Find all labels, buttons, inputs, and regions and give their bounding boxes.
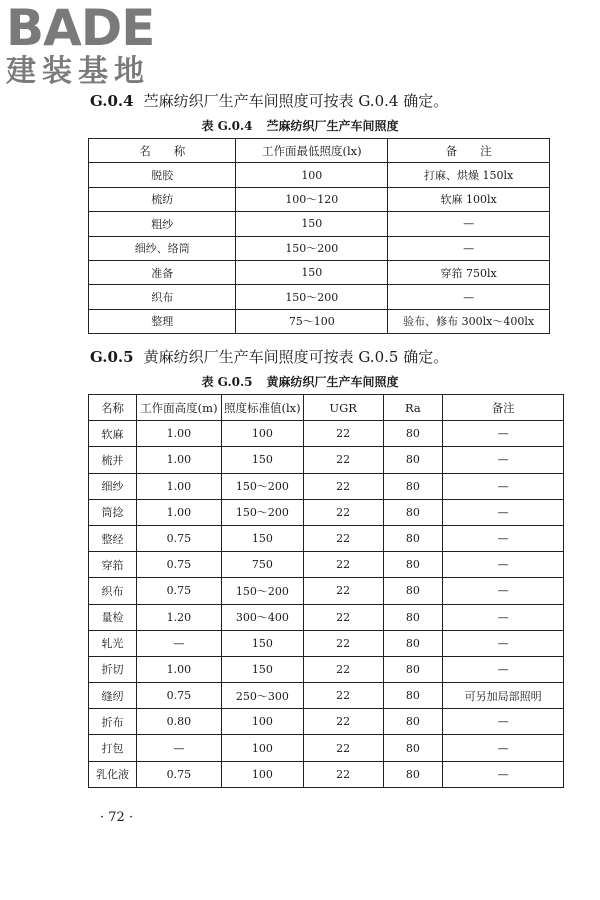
table-cell: 100 <box>221 761 303 787</box>
table-cell: 80 <box>383 552 443 578</box>
table-cell: 150 <box>236 212 388 236</box>
table-cell: 1.00 <box>136 447 221 473</box>
table-cell: 软麻 <box>89 421 137 447</box>
table-cell: 22 <box>303 499 383 525</box>
table-cell: 80 <box>383 578 443 604</box>
table-cell: 可另加局部照明 <box>443 683 564 709</box>
caption-title: 黄麻纺织厂生产车间照度 <box>266 375 399 389</box>
table-cell: 150 <box>236 260 388 284</box>
table-cell: 80 <box>383 421 443 447</box>
table-cell: 300～400 <box>221 604 303 630</box>
table-row <box>89 525 564 551</box>
table-cell: 22 <box>303 656 383 682</box>
table-cell: 22 <box>303 578 383 604</box>
table-cell: 脱胶 <box>89 163 236 187</box>
table-cell: 22 <box>303 552 383 578</box>
table-cell: 150～200 <box>221 499 303 525</box>
table-cell: 100 <box>236 163 388 187</box>
table-row <box>89 473 564 499</box>
table-cell: 100 <box>221 709 303 735</box>
table-row <box>89 578 564 604</box>
table-cell: 75～100 <box>236 309 388 333</box>
table-cell: 软麻 100lx <box>388 187 550 211</box>
table-row <box>89 260 550 284</box>
table-row <box>89 421 564 447</box>
table-cell: — <box>443 709 564 735</box>
table-row <box>89 630 564 656</box>
table-cell: 80 <box>383 630 443 656</box>
table-cell: 织布 <box>89 285 236 309</box>
table-cell: 750 <box>221 552 303 578</box>
table-cell: — <box>443 761 564 787</box>
table-row <box>89 683 564 709</box>
table-cell: 22 <box>303 709 383 735</box>
table-cell: 验布、修布 300lx～400lx <box>388 309 550 333</box>
table-cell: 筒捻 <box>89 499 137 525</box>
table-cell: 80 <box>383 656 443 682</box>
table-cell: 缝纫 <box>89 683 137 709</box>
table-cell: 100 <box>221 421 303 447</box>
table-cell: 22 <box>303 630 383 656</box>
table-header-row <box>89 395 564 421</box>
caption-number: 表 G.0.4 <box>201 119 253 133</box>
table-cell: — <box>136 630 221 656</box>
header-cell: 照度标准值(lx) <box>221 395 303 421</box>
header-cell: 名称 <box>89 395 137 421</box>
table-row <box>89 735 564 761</box>
table-cell: — <box>388 285 550 309</box>
clause-g05 <box>90 346 448 367</box>
table-cell: — <box>443 604 564 630</box>
table-cell: — <box>443 578 564 604</box>
table-cell: 80 <box>383 525 443 551</box>
table-cell: — <box>136 735 221 761</box>
table-cell: — <box>388 212 550 236</box>
table-cell: 100～120 <box>236 187 388 211</box>
table-cell: 22 <box>303 604 383 630</box>
table-cell: 量检 <box>89 604 137 630</box>
table-cell: — <box>443 447 564 473</box>
header-cell: Ra <box>383 395 443 421</box>
table-cell: 折布 <box>89 709 137 735</box>
table-cell: 穿筘 <box>89 552 137 578</box>
table-cell: 150～200 <box>221 473 303 499</box>
table-row <box>89 447 564 473</box>
table-row <box>89 709 564 735</box>
table-row <box>89 285 550 309</box>
table-cell: 0.80 <box>136 709 221 735</box>
clause-g04 <box>90 90 448 111</box>
table-cell: 22 <box>303 421 383 447</box>
table-cell: 0.75 <box>136 683 221 709</box>
table-row <box>89 236 550 260</box>
table-row <box>89 656 564 682</box>
header-cell: 工作面高度(m) <box>136 395 221 421</box>
caption-number: 表 G.0.5 <box>201 375 253 389</box>
table-cell: 细纱 <box>89 473 137 499</box>
table-cell: 1.00 <box>136 473 221 499</box>
table-cell: 150～200 <box>221 578 303 604</box>
table-g05-caption <box>0 373 600 390</box>
logo-wordmark: BADE <box>6 0 155 57</box>
table-cell: 22 <box>303 735 383 761</box>
brand-logo <box>6 2 176 88</box>
table-row <box>89 604 564 630</box>
table-g04-caption <box>0 117 600 134</box>
table-cell: 1.20 <box>136 604 221 630</box>
table-cell: 150～200 <box>236 285 388 309</box>
table-cell: 150 <box>221 447 303 473</box>
table-cell: 乳化液 <box>89 761 137 787</box>
table-cell: 0.75 <box>136 525 221 551</box>
header-cell: 备 注 <box>388 139 550 163</box>
table-row <box>89 552 564 578</box>
table-cell: 150 <box>221 656 303 682</box>
header-cell: 名 称 <box>89 139 236 163</box>
table-cell: 80 <box>383 761 443 787</box>
table-cell: 80 <box>383 473 443 499</box>
clause-number: G.0.5 <box>90 348 134 366</box>
table-cell: — <box>443 499 564 525</box>
header-cell: 备注 <box>443 395 564 421</box>
table-cell: — <box>443 656 564 682</box>
header-cell: UGR <box>303 395 383 421</box>
table-cell: 80 <box>383 604 443 630</box>
clause-number: G.0.4 <box>90 92 134 110</box>
table-row <box>89 212 550 236</box>
table-cell: — <box>443 552 564 578</box>
table-cell: 22 <box>303 525 383 551</box>
table-cell: 80 <box>383 735 443 761</box>
clause-text: 黄麻纺织厂生产车间照度可按表 G.0.5 确定。 <box>143 348 449 366</box>
table-cell: 梳并 <box>89 447 137 473</box>
table-cell: 250～300 <box>221 683 303 709</box>
table-row <box>89 499 564 525</box>
table-cell: 织布 <box>89 578 137 604</box>
page-number: · 72 · <box>100 810 134 825</box>
ramie-illuminance-table <box>88 138 550 334</box>
logo-chinese-name: 建装基地 <box>6 54 150 89</box>
table-header-row <box>89 139 550 163</box>
table-cell: 打包 <box>89 735 137 761</box>
table-cell: 打麻、烘燥 150lx <box>388 163 550 187</box>
table-cell: 22 <box>303 761 383 787</box>
table-cell: 粗纱 <box>89 212 236 236</box>
table-cell: — <box>443 630 564 656</box>
table-row <box>89 163 550 187</box>
table-row <box>89 309 550 333</box>
table-cell: 1.00 <box>136 499 221 525</box>
header-cell: 工作面最低照度(lx) <box>236 139 388 163</box>
table-row <box>89 187 550 211</box>
table-cell: 80 <box>383 683 443 709</box>
jute-illuminance-table <box>88 394 564 788</box>
table-cell: 折切 <box>89 656 137 682</box>
table-cell: 150 <box>221 525 303 551</box>
table-cell: 1.00 <box>136 656 221 682</box>
caption-title: 苎麻纺织厂生产车间照度 <box>266 119 399 133</box>
table-cell: — <box>443 525 564 551</box>
table-cell: 1.00 <box>136 421 221 447</box>
table-cell: 梳纺 <box>89 187 236 211</box>
table-cell: — <box>443 473 564 499</box>
table-cell: 80 <box>383 709 443 735</box>
table-cell: — <box>443 421 564 447</box>
table-cell: 80 <box>383 447 443 473</box>
table-cell: 22 <box>303 473 383 499</box>
table-cell: — <box>443 735 564 761</box>
table-cell: 穿筘 750lx <box>388 260 550 284</box>
clause-text: 苎麻纺织厂生产车间照度可按表 G.0.4 确定。 <box>143 92 449 110</box>
table-cell: 100 <box>221 735 303 761</box>
table-cell: 整理 <box>89 309 236 333</box>
table-cell: 150 <box>221 630 303 656</box>
table-cell: 0.75 <box>136 552 221 578</box>
table-cell: 准备 <box>89 260 236 284</box>
table-cell: — <box>388 236 550 260</box>
table-cell: 0.75 <box>136 578 221 604</box>
table-cell: 22 <box>303 683 383 709</box>
table-cell: 细纱、络筒 <box>89 236 236 260</box>
table-cell: 0.75 <box>136 761 221 787</box>
table-row <box>89 761 564 787</box>
table-cell: 22 <box>303 447 383 473</box>
table-cell: 150～200 <box>236 236 388 260</box>
table-cell: 轧光 <box>89 630 137 656</box>
table-cell: 整经 <box>89 525 137 551</box>
table-cell: 80 <box>383 499 443 525</box>
